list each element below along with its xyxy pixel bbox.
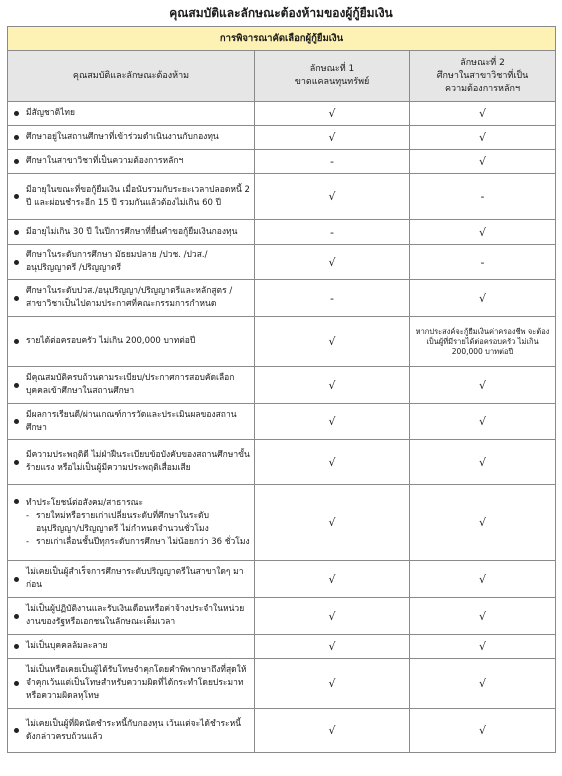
criteria-cell: ไม่เคยเป็นผู้สำเร็จการศึกษาระดับปริญญาตรีในสาขาใดๆ มาก่อน [8, 561, 255, 598]
bullet-icon [14, 419, 19, 424]
criteria-cell: ศึกษาในระดับปวส./อนุปริญญา/ปริญญาตรีและหลักสูตร / สาขาวิชาเป็นไปตามประกาศที่คณะกรรมการกำหนด [8, 280, 255, 317]
type-2-cell: √ [410, 598, 556, 635]
criteria-cell: รายได้ต่อครอบครัว ไม่เกิน 200,000 บาทต่อปี [8, 317, 255, 367]
sub-item: - รายเก่าเลื่อนชั้นปีทุกระดับการศึกษา ไม่น้อยกว่า 36 ชั่วโมง [26, 536, 250, 549]
header-type-1-line2: ขาดแคลนทุนทรัพย์ [294, 77, 370, 87]
type-1-cell: √ [255, 709, 410, 753]
type-2-cell: √ [410, 561, 556, 598]
type-1-cell: √ [255, 440, 410, 485]
header-type-2 [410, 51, 556, 102]
criteria-cell: ไม่เป็นผู้ปฏิบัติงานและรับเงินเดือนหรือค่าจ้างประจำในหน่วยงานของรัฐหรือเอกชนในลักษณะเต็มเวลา [8, 598, 255, 635]
criteria-cell: ไม่เป็นบุคคลล้มละลาย [8, 635, 255, 659]
type-1-cell: √ [255, 174, 410, 220]
criteria-cell: ศึกษาในระดับการศึกษา มัธยมปลาย /ปวช. /ปวส./ อนุปริญญาตรี /ปริญญาตรี [8, 245, 255, 280]
type-2-cell: √ [410, 440, 556, 485]
criteria-cell: มีคุณสมบัติครบถ้วนตามระเบียบ/ประกาศการสอบคัดเลือกบุคคลเข้าศึกษาในสถานศึกษา [8, 367, 255, 404]
table-row [8, 485, 556, 561]
header-type-1-line1: ลักษณะที่ 1 [309, 64, 355, 74]
criteria-cell: มีสัญชาติไทย [8, 102, 255, 126]
bullet-icon [14, 681, 19, 686]
criteria-cell: ศึกษาอยู่ในสถานศึกษาที่เข้าร่วมดำเนินงานกับกองทุน [8, 126, 255, 150]
table-row [8, 440, 556, 485]
table-row [8, 561, 556, 598]
criteria-cell: ไม่เคยเป็นผู้ที่ผิดนัดชำระหนี้กับกองทุน เว้นแต่จะได้ชำระหนี้ดังกล่าวครบถ้วนแล้ว [8, 709, 255, 753]
criteria-cell: มีอายุในขณะที่ขอกู้ยืมเงิน เมื่อนับรวมกับระยะเวลาปลอดหนี้ 2 ปี และผ่อนชำระอีก 15 ปี รวมกันแล้วต้องไม่เกิน 60 ปี [8, 174, 255, 220]
bullet-icon [14, 194, 19, 199]
table-row [8, 659, 556, 709]
type-1-cell: √ [255, 245, 410, 280]
bullet-icon [14, 460, 19, 465]
bullet-icon [14, 135, 19, 140]
bullet-icon [14, 383, 19, 388]
sub-item: - รายใหม่หรือรายเก่าเปลี่ยนระดับที่ศึกษาในระดับอนุปริญญา/ปริญญาตรี ไม่กำหนดจำนวนชั่วโมง [26, 510, 250, 536]
type-1-cell: - [255, 150, 410, 174]
type-2-cell: √ [410, 367, 556, 404]
eligibility-table [7, 26, 556, 753]
type-2-cell: √ [410, 150, 556, 174]
type-1-cell: √ [255, 635, 410, 659]
criteria-cell: ศึกษาในสาขาวิชาที่เป็นความต้องการหลักฯ [8, 150, 255, 174]
header-row [8, 51, 556, 102]
bullet-icon [14, 230, 19, 235]
table-row [8, 709, 556, 753]
type-1-cell: √ [255, 126, 410, 150]
table-row [8, 174, 556, 220]
type-1-cell: √ [255, 561, 410, 598]
header-type-2-line3: ความต้องการหลักฯ [445, 83, 520, 94]
bullet-icon [14, 111, 19, 116]
bullet-icon [14, 159, 19, 164]
table-row [8, 598, 556, 635]
bullet-icon [14, 614, 19, 619]
table-row [8, 635, 556, 659]
criteria-cell: ทำประโยชน์ต่อสังคม/สาธารณะ - รายใหม่หรือรายเก่าเปลี่ยนระดับที่ศึกษาในระดับอนุปริญญา/ปริญญาตรี ไม่กำหนดจำนวนชั่วโมง - รายเก่าเลื่อนชั้นปีทุกระดับการศึกษา ไม่น้อยกว่า 36 ชั่วโมง [8, 485, 255, 561]
type-1-cell: - [255, 220, 410, 245]
bullet-icon [14, 339, 19, 344]
type-2-cell: √ [410, 404, 556, 440]
header-type-2-line1: ลักษณะที่ 2 [460, 57, 505, 68]
bullet-icon [14, 728, 19, 733]
bullet-icon [14, 577, 19, 582]
type-2-cell: - [410, 174, 556, 220]
type-2-cell: √ [410, 485, 556, 561]
type-1-cell: √ [255, 102, 410, 126]
type-1-cell: √ [255, 317, 410, 367]
type-1-cell: √ [255, 367, 410, 404]
bullet-icon [14, 296, 19, 301]
bullet-icon [14, 260, 19, 265]
table-row [8, 126, 556, 150]
header-type-2-line2: ศึกษาในสาขาวิชาที่เป็น [436, 70, 529, 81]
type-2-cell: √ [410, 635, 556, 659]
type-2-cell: √ [410, 220, 556, 245]
table-row [8, 280, 556, 317]
bullet-icon [14, 499, 19, 504]
table-row [8, 220, 556, 245]
type-1-cell: - [255, 280, 410, 317]
type-2-cell: - [410, 245, 556, 280]
type-2-cell: √ [410, 102, 556, 126]
table-row [8, 245, 556, 280]
criteria-cell: มีอายุไม่เกิน 30 ปี ในปีการศึกษาที่ยื่นคำขอกู้ยืมเงินกองทุน [8, 220, 255, 245]
type-2-cell: √ [410, 280, 556, 317]
type-2-cell: √ [410, 126, 556, 150]
banner-row [8, 27, 556, 51]
table-row [8, 367, 556, 404]
type-2-cell: หากประสงค์จะกู้ยืมเงินค่าครองชีพ จะต้องเป็นผู้ที่มีรายได้ต่อครอบครัว ไม่เกิน 200,000 บาทต่อปี [410, 317, 556, 367]
criteria-cell: ไม่เป็นหรือเคยเป็นผู้ได้รับโทษจำคุกโดยคำพิพากษาถึงที่สุดให้จำคุกเว้นแต่เป็นโทษสำหรับความผิดที่ได้กระทำโดยประมาท หรือความผิดลหุโทษ [8, 659, 255, 709]
type-2-cell: √ [410, 659, 556, 709]
type-1-cell: √ [255, 485, 410, 561]
table-row [8, 404, 556, 440]
type-2-cell: √ [410, 709, 556, 753]
criteria-cell: มีความประพฤติดี ไม่ฝ่าฝืนระเบียบข้อบังคับของสถานศึกษาขั้นร้ายแรง หรือไม่เป็นผู้มีความประพฤติเสื่อมเสีย [8, 440, 255, 485]
banner-title: การพิจารณาคัดเลือกผู้กู้ยืมเงิน [8, 27, 556, 51]
header-criteria: คุณสมบัติและลักษณะต้องห้าม [8, 51, 255, 102]
bullet-icon [14, 644, 19, 649]
type-1-cell: √ [255, 659, 410, 709]
type-1-cell: √ [255, 598, 410, 635]
type-1-cell: √ [255, 404, 410, 440]
table-row [8, 150, 556, 174]
page-title: คุณสมบัติและลักษณะต้องห้ามของผู้กู้ยืมเงิน [169, 6, 393, 20]
header-type-1 [255, 51, 410, 102]
criteria-cell: มีผลการเรียนดี/ผ่านเกณฑ์การวัดและประเมินผลของสถานศึกษา [8, 404, 255, 440]
table-row [8, 317, 556, 367]
table-row [8, 102, 556, 126]
